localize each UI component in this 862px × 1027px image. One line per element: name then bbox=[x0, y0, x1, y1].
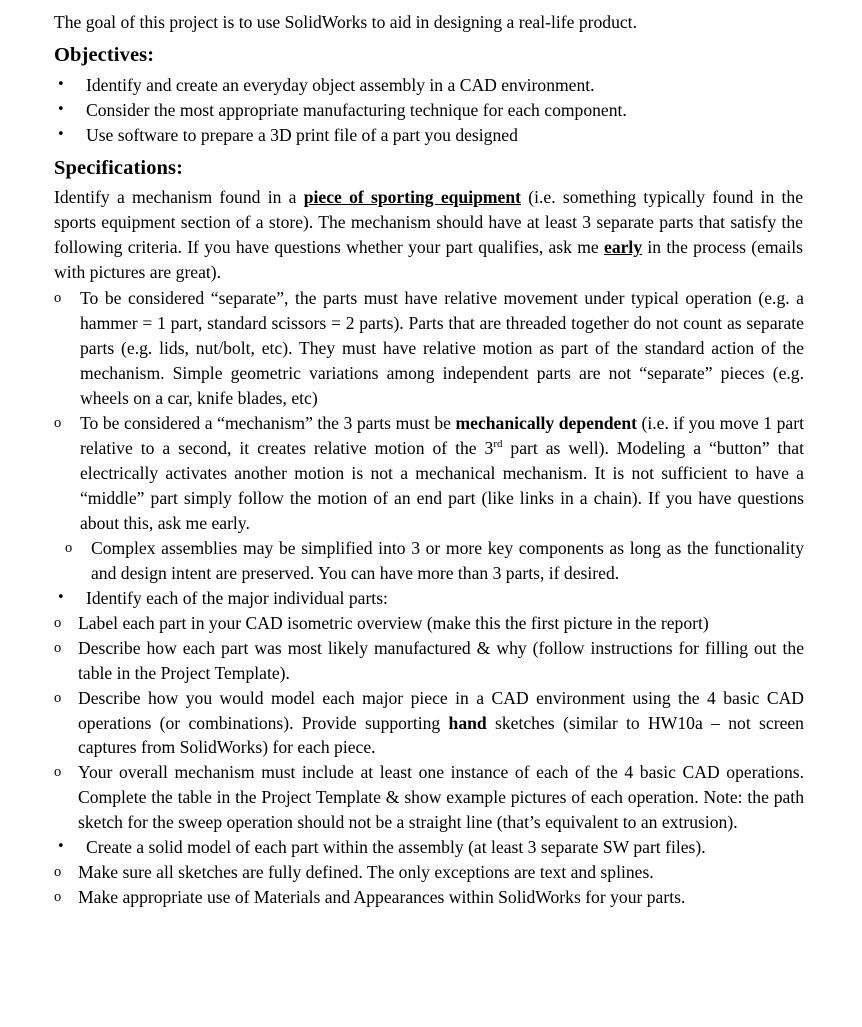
subitem-text-run: sketches bbox=[486, 712, 555, 733]
subitem-underline-not: not bbox=[728, 712, 751, 733]
circle-bullet-icon: o bbox=[54, 414, 62, 431]
requirement-subitem bbox=[54, 611, 804, 636]
spec-text-run: (i.e. something typically found in the sports equipment section of a store). The mechanism should have at least 3 separate parts that satisfy the following criteria. If you have questions whether your part qualifies, ask me bbox=[54, 187, 803, 258]
circle-bullet-icon: o bbox=[54, 639, 62, 656]
subitem-text-run: . The only exceptions are text and splines. bbox=[358, 862, 654, 883]
subitem-text-run: Provide supporting bbox=[301, 712, 449, 733]
objective-text: Use software to prepare a 3D print file of a part you designed bbox=[86, 124, 518, 145]
circle-bullet-icon: o bbox=[54, 764, 62, 781]
subitem-text-run: Make sure all sketches are bbox=[78, 862, 269, 883]
requirement-subitem-text: Describe how each part was most likely manufactured & why (follow instructions for filling out the table in the Project Template). bbox=[78, 637, 804, 683]
requirement-subitem-text: Make appropriate use of Materials and Appearances within SolidWorks for your parts. bbox=[78, 887, 686, 908]
circle-bullet-icon: o bbox=[54, 614, 62, 631]
circle-bullet-icon: o bbox=[54, 889, 62, 906]
requirement-subitem-text: Your overall mechanism must include at least one instance of each of the 4 basic CAD operations. Complete the table in the Project Template & show example pictures of each operation. Note: the path sketch for the sweep operation should not be a straight line (that’s equivalent to an extrusion). bbox=[78, 762, 804, 833]
subitem-underline-fully-defined: fully defined bbox=[268, 862, 359, 883]
disc-bullet-icon: • bbox=[57, 126, 65, 142]
objective-text: Consider the most appropriate manufacturing technique for each component. bbox=[86, 99, 627, 120]
criteria-list bbox=[54, 286, 804, 586]
objectives-list bbox=[54, 73, 804, 148]
criterion-bold-mechanically-dependent: mechanically dependent bbox=[455, 412, 637, 433]
spec-text-run: Identify a mechanism found in a bbox=[54, 187, 304, 208]
disc-bullet-icon: • bbox=[57, 101, 65, 117]
objective-bullet bbox=[57, 123, 804, 148]
subitem-underline-hand-sketches bbox=[302, 713, 555, 733]
objective-text: Identify and create an everyday object assembly in a CAD environment. bbox=[86, 74, 595, 95]
circle-bullet-icon: o bbox=[54, 290, 62, 307]
criterion-underline-ask-me-early: ask me early bbox=[157, 512, 246, 533]
requirement-subitem-text bbox=[78, 862, 654, 882]
subitem-text-run: screen captures from SolidWorks) for each piece. bbox=[78, 712, 804, 758]
criterion-text bbox=[80, 413, 804, 533]
circle-bullet-icon: o bbox=[65, 539, 73, 556]
subitem-bold-hand: hand bbox=[448, 712, 487, 733]
objective-bullet bbox=[57, 73, 804, 98]
specifications-paragraph bbox=[54, 185, 804, 285]
criterion-text-run: (i.e. if you move 1 part relative to a second, it creates relative motion of the 3 bbox=[80, 412, 804, 458]
ordinal-superscript: rd bbox=[493, 437, 503, 450]
specifications-heading: Specifications: bbox=[54, 156, 184, 179]
requirement-subitem-text: Label each part in your CAD isometric overview (make this the first picture in the report) bbox=[78, 612, 709, 633]
requirement-subitem-text bbox=[78, 688, 804, 758]
criterion-text: To be considered “separate”, the parts must have relative movement under typical operation (e.g. a hammer = 1 part, standard scissors = 2 parts). Parts that are threaded together do not count as separate parts (e.g. lids, nut/bolt, etc). They must have relative motion as part of the standard action of the mechanism. Simple geometric variations among independent parts are not “separate” pieces (e.g. wheels on a car, knife blades, etc) bbox=[80, 288, 804, 408]
requirement-bullet bbox=[57, 586, 804, 611]
requirement-text: Create a solid model of each part within the assembly (at least 3 separate SW part files). bbox=[86, 837, 706, 858]
spec-text-run: in the process (emails with pictures are great). bbox=[54, 237, 803, 283]
criterion-item bbox=[54, 411, 804, 536]
requirement-subitem bbox=[54, 860, 804, 885]
objectives-heading: Objectives: bbox=[54, 43, 155, 66]
requirements-groups bbox=[54, 586, 804, 911]
spec-emphasis-sporting-equipment: piece of sporting equipment bbox=[303, 187, 521, 208]
disc-bullet-icon: • bbox=[57, 839, 65, 855]
subitem-text-run: (similar to HW10a – bbox=[554, 712, 729, 733]
disc-bullet-icon: • bbox=[57, 76, 65, 92]
objective-bullet bbox=[57, 98, 804, 123]
circle-bullet-icon: o bbox=[54, 864, 62, 881]
circle-bullet-icon: o bbox=[54, 689, 62, 706]
requirement-subitem bbox=[54, 686, 804, 761]
requirement-subitem bbox=[54, 636, 804, 686]
requirement-subitems bbox=[54, 860, 804, 910]
requirement-subitem bbox=[54, 760, 804, 835]
criterion-text: Complex assemblies may be simplified into 3 or more key components as long as the functionality and design intent are preserved. You can have more than 3 parts, if desired. bbox=[91, 537, 804, 583]
requirement-subitems bbox=[54, 611, 804, 836]
criterion-item bbox=[54, 286, 804, 411]
criterion-text-run: part as well). Modeling a “button” that electrically activates another motion is not a mechanical mechanism. It is not sufficient to have a “middle” part simply follow the motion of an end part (like links in a chain). If you have questions about this, bbox=[80, 437, 804, 533]
criterion-text-run: . bbox=[245, 512, 250, 533]
requirement-text: Identify each of the major individual parts: bbox=[86, 587, 388, 608]
disc-bullet-icon: • bbox=[57, 589, 65, 605]
intro-paragraph: The goal of this project is to use SolidWorks to aid in designing a real-life product. bbox=[54, 12, 637, 32]
requirement-subitem bbox=[54, 885, 804, 910]
criterion-item bbox=[65, 536, 804, 586]
criterion-text-run: To be considered a “mechanism” the 3 parts must be bbox=[80, 412, 456, 433]
spec-emphasis-early: early bbox=[604, 237, 643, 258]
subitem-text-run: Describe how you would model each major piece in a CAD environment using the 4 basic CAD operations (or combinations). bbox=[78, 687, 804, 733]
requirement-bullet bbox=[57, 835, 804, 860]
